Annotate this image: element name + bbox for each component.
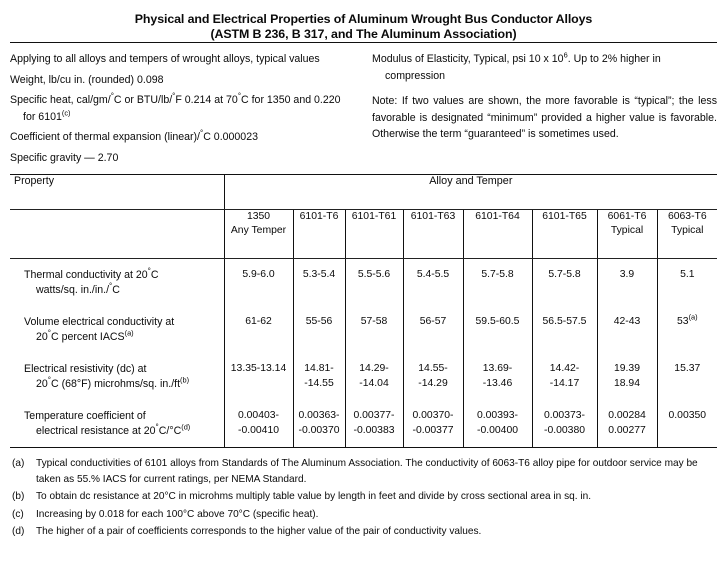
cell-r3c1 [224,353,293,400]
cell-r4c5 [463,400,532,447]
cell-r3c3 [345,353,403,400]
intro-modulus-b: . Up to 2% higher in compression [385,53,661,82]
footnote-text: The higher of a pair of coefficients corresponds to the higher value of the pair of conductivity values. [36,526,482,537]
intro-applying [10,51,354,68]
cell-r3c6 [532,353,597,400]
col-header-6101-t61 [345,210,403,258]
degree-symbol-icon: ° [47,327,51,337]
cell-value: 57-58 [360,316,388,327]
cell-r4c1 [224,400,293,447]
title-line-1: Physical and Electrical Properties of Aluminum Wrought Bus Conductor Alloys [134,12,593,26]
property-column-header: Property [14,175,55,187]
col-header-1350-line1: 1350 [246,211,271,222]
footnote-ref-d: (d) [181,421,191,431]
row-label-line1a: Thermal conductivity at 20 [24,269,148,281]
cell-value-line2: -14.04 [359,377,389,389]
footnote-ref-b: (b) [180,374,190,384]
col-header-6101-t61-label: 6101-T61 [351,211,397,222]
footnote-text: Typical conductivities of 6101 alloys from Standards of The Aluminum Association. The conductivity of 6063-T6 alloy pipe for outdoor service may be taken as 55.% IACS for current ratings, per NEMA Standard. [36,458,698,485]
cell-value-line2: -0.00380 [543,424,586,436]
cell-value: 0.00377- [353,410,395,421]
intro-specific-heat-d: C for 1350 and 0.220 for 6101 [23,94,341,123]
document-title [0,0,727,42]
degree-symbol-icon: ° [47,374,51,384]
col-header-1350 [224,210,293,258]
intro-specific-heat-a: Specific heat, cal/gm/ [10,94,111,106]
row-label-line2b: C [112,283,120,296]
cell-r1c6 [532,259,597,306]
intro-thermal-expansion [10,129,354,146]
cell-r4c7 [597,400,657,447]
col-header-6101-t64 [463,210,532,258]
cell-value: 14.81- [304,363,334,374]
exponent-six: 6 [563,50,568,60]
footnotes-section [0,448,727,540]
cell-r1c3 [345,259,403,306]
cell-value: 0.00403- [237,410,280,421]
row-label-line2 [24,280,218,298]
cell-value: 14.29- [359,363,389,374]
degree-symbol-icon: ° [155,421,159,431]
cell-value: 13.35-13.14 [230,363,287,374]
intro-specific-heat-b: C or BTU/lb/ [113,94,173,106]
cell-value-line2: -14.55 [304,377,334,389]
degree-symbol-icon: ° [109,280,113,290]
row-label-temperature-coefficient [10,400,224,447]
degree-symbol-icon: ° [110,91,114,101]
col-header-6101-t6 [293,210,345,258]
row-label-line2 [24,327,218,345]
intro-note: Note: If two values are shown, the more favorable is “typical”; the less favorable is designated “minimum” provided a higher value is favorable. Otherwise the term “guaranteed” is sometimes used. [372,95,717,140]
cell-r4c2 [293,400,345,447]
row-label-line2a: watts/sq. in./in./ [36,283,110,296]
properties-table [10,175,717,447]
cell-value: 5.1 [680,269,695,280]
intro-thermal-expansion-a: Coefficient of thermal expansion (linear)/ [10,131,200,143]
col-header-6101-t64-label: 6101-T64 [475,211,520,222]
intro-thermal-expansion-b: C 0.000023 [203,131,258,143]
intro-specific-heat [10,92,354,125]
cell-r3c2 [293,353,345,400]
row-label-line2 [24,374,218,392]
row-label-thermal-conductivity [10,259,224,306]
intro-specific-heat-c: F 0.214 at 70 [175,94,238,106]
cell-value-line2: -0.00410 [237,424,280,436]
cell-r3c8 [657,353,717,400]
cell-value: 0.00370- [412,410,454,421]
row-label-line2 [24,421,218,439]
cell-value: 5.7-5.8 [481,269,514,280]
footnote-marker: (c) [12,508,24,520]
intro-specific-gravity-text: Specific gravity — 2.70 [10,151,119,164]
degree-symbol-icon: ° [200,128,204,138]
cell-r2c3 [345,306,403,353]
row-label-volume-conductivity [10,306,224,353]
cell-r2c7 [597,306,657,353]
cell-r1c8 [657,259,717,306]
cell-value: 13.69- [482,363,513,374]
cell-r3c5 [463,353,532,400]
intro-section [0,43,727,174]
cell-value: 0.00363- [298,410,340,421]
title-line-2: (ASTM B 236, B 317, and The Aluminum Association) [210,27,517,41]
degree-symbol-icon: ° [172,91,176,101]
intro-specific-gravity [10,150,354,167]
row-label-line2b: C/°C [158,424,182,437]
cell-value: 5.7-5.8 [548,269,581,280]
cell-value-line2: -0.00383 [353,424,395,436]
footnote-c [12,507,717,523]
empty-corner-cell [10,210,224,258]
col-header-6061-t6-line2: Typical [610,224,644,236]
cell-value-line2: 0.00277 [608,424,646,436]
col-header-6101-t6-label: 6101-T6 [299,211,339,222]
row-label-line2a: electrical resistance at 20 [36,424,156,437]
cell-r1c2 [293,259,345,306]
cell-value-line2: -0.00377 [412,424,454,436]
cell-r3c4 [403,353,463,400]
intro-modulus-a: Modulus of Elasticity, Typical, psi 10 x 10 [372,53,564,65]
cell-value: 56.5-57.5 [542,316,587,327]
row-label-line2b: C (68°F) microhms/sq. in./ft [51,377,181,390]
col-header-6101-t63 [403,210,463,258]
row-label-electrical-resistivity [10,353,224,400]
cell-r4c4 [403,400,463,447]
cell-r1c7 [597,259,657,306]
cell-value: 42-43 [613,316,641,327]
row-label-line2b: C percent IACS [51,330,125,343]
table-column-header-row [10,210,717,258]
row-label-line1a: Volume electrical conductivity at [24,316,175,328]
row-label-line1b: C [150,269,159,281]
intro-modulus [372,51,717,84]
cell-value: 5.3-5.4 [302,269,336,280]
cell-value: 5.4-5.5 [416,269,450,280]
cell-r1c4 [403,259,463,306]
col-header-6101-t65 [532,210,597,258]
cell-value: 19.39 [613,363,640,374]
cell-value: 53 [677,316,689,327]
cell-value-line2: 18.94 [613,377,640,389]
cell-r4c3 [345,400,403,447]
cell-value: 0.00350 [668,410,707,421]
cell-value: 14.42- [549,363,580,374]
intro-weight-text: Weight, lb/cu in. (rounded) 0.098 [10,73,164,86]
cell-value-line2: -0.00370 [298,424,340,436]
cell-value-with-footnote [658,312,718,330]
cell-value: 0.00373- [543,410,586,421]
col-header-6063-t6 [657,210,717,258]
cell-value: 5.5-5.6 [357,269,391,280]
intro-applying-text: Applying to all alloys and tempers of wrought alloys, typical values [10,53,320,65]
footnote-marker: (a) [12,458,25,469]
cell-r2c4 [403,306,463,353]
table-container [0,174,727,448]
footnote-marker: (b) [12,491,25,502]
row-label-line2a: 20 [36,330,48,343]
cell-value: 56-57 [419,316,447,327]
cell-r3c7 [597,353,657,400]
cell-value: 3.9 [619,269,635,280]
col-header-6063-t6-line2: Typical [671,224,704,236]
row-label-line1a: Temperature coefficient of [24,410,146,422]
cell-value: 61-62 [245,316,272,327]
table-row [10,259,717,306]
col-header-6061-t6 [597,210,657,258]
cell-value: 59.5-60.5 [475,316,520,327]
degree-symbol-icon: ° [237,91,242,101]
cell-r1c5 [463,259,532,306]
footnote-ref-c: (c) [61,107,71,117]
table-header-group-row [10,175,717,209]
footnote-ref-a: (a) [688,312,698,322]
cell-r2c8 [657,306,717,353]
cell-value-line2: -14.17 [549,377,580,389]
cell-r2c1 [224,306,293,353]
intro-weight [10,72,354,89]
footnote-text: To obtain dc resistance at 20°C in microhms multiply table value by length in feet and divide by cross sectional area in sq. in. [36,491,591,502]
cell-value: 5.9-6.0 [242,269,275,280]
footnote-text: Increasing by 0.018 for each 100°C above 70°C (specific heat). [36,508,319,520]
cell-value-line2: -14.29 [418,377,448,389]
cell-value-line2: -13.46 [482,377,513,389]
degree-symbol-icon: ° [147,266,151,276]
row-label-line2a: 20 [36,377,48,390]
table-row [10,306,717,353]
footnote-a [12,456,717,487]
cell-value-line2: -0.00400 [476,424,519,436]
cell-r4c6 [532,400,597,447]
intro-column-left [10,51,354,170]
col-header-6101-t65-label: 6101-T65 [542,211,587,222]
footnote-d [12,524,717,540]
intro-column-right [372,51,717,170]
table-row [10,353,717,400]
col-header-6063-t6-line1: 6063-T6 [667,211,707,222]
cell-r1c1 [224,259,293,306]
row-label-line1a: Electrical resistivity (dc) at [24,363,147,375]
cell-value: 55-56 [305,316,333,327]
cell-value: 14.55- [418,363,448,374]
col-header-6101-t63-label: 6101-T63 [410,211,456,222]
cell-value: 0.00393- [476,410,519,421]
col-header-6061-t6-line1: 6061-T6 [607,211,647,222]
cell-r2c2 [293,306,345,353]
cell-r4c8 [657,400,717,447]
footnote-marker: (d) [12,526,25,537]
table-row [10,400,717,447]
cell-r2c6 [532,306,597,353]
cell-value: 0.00284 [608,410,646,421]
cell-value: 15.37 [674,363,701,374]
cell-r2c5 [463,306,532,353]
footnote-ref-a: (a) [124,327,134,337]
footnote-b [12,489,717,505]
col-header-1350-line2: Any Temper [230,224,287,236]
alloy-temper-group-header: Alloy and Temper [224,175,717,209]
